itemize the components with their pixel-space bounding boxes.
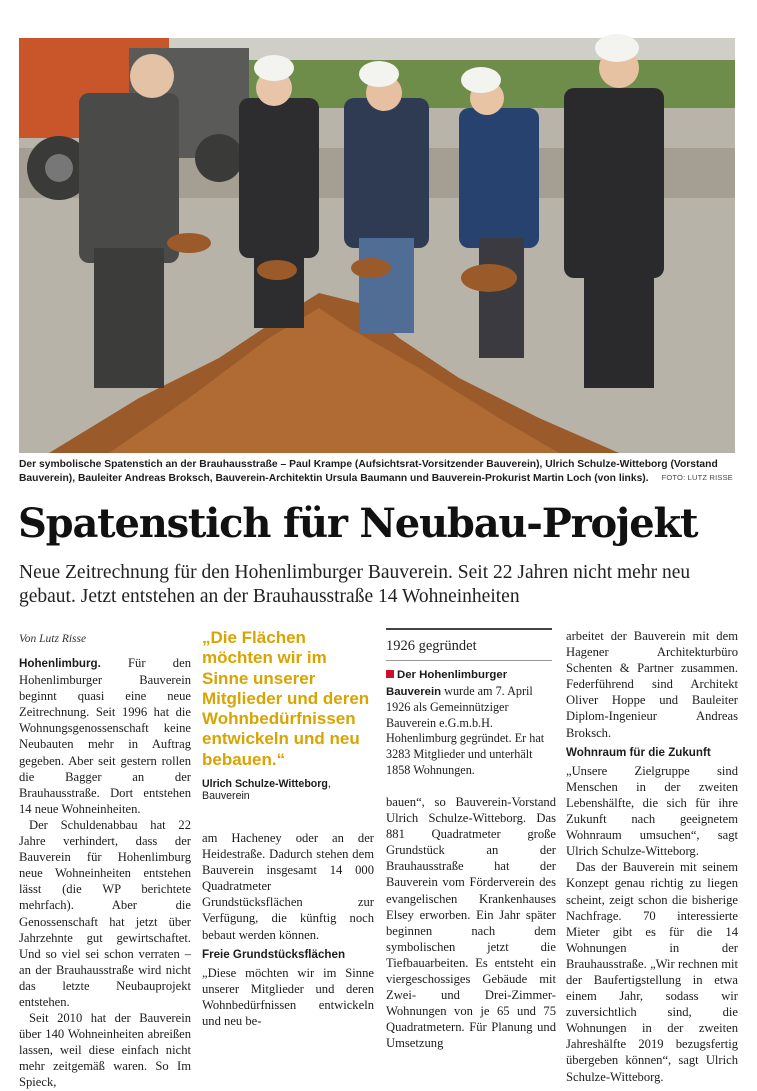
photo-caption [19, 458, 735, 486]
info-box-lead: Der Hohenlimburger Bauverein [386, 669, 508, 698]
article-column-3 [386, 794, 556, 1052]
subheadline: Neue Zeitrechnung für den Hohenlimburger Bauverein. Seit 22 Jahren nicht mehr neu gebaut. Jetzt entstehen an der Brauhausstraße 14 Wohneinheiten [19, 562, 691, 607]
pull-quote [202, 628, 374, 802]
subheading: Wohnraum für die Zukunft [566, 745, 711, 759]
dateline: Hohenlimburg. [19, 657, 101, 670]
info-box-title: 1926 gegründet [386, 638, 552, 661]
subheading: Freie Grundstücksflächen [202, 947, 346, 961]
byline: Von Lutz Risse [19, 633, 87, 645]
paragraph: bauen“, so Bauverein-Vorstand Ulrich Schulze-Witteborg. Das 881 Quadratmeter große Grundstück an der Brauhausstraße hat der Bauverein vom Förderverein des evangelischen Krankenhauses Elsey erworben. Ein Jahr später beginnen nach dem symbolischen jetzt die Tiefbauarbeiten. Es entsteht ein viergeschossiges Gebäude mit Zwei- und Drei-Zimmer-Wohnungen von je 65 und 75 Quadratmetern. Für Planung und Umsetzung [386, 795, 556, 1051]
article-column-4 [566, 628, 738, 1085]
paragraph: arbeitet der Bauverein mit dem Hagener Architekturbüro Schenten & Partner zusammen. Federführend sind Architekt Oliver Hoppe und Bauleiter Diplom-Ingenieur Andreas Broksch. [566, 629, 738, 740]
photo-credit: FOTO: LUTZ RISSE [661, 473, 733, 482]
paragraph: Der Schuldenabbau hat 22 Jahre verhindert, dass der Bauverein für Hohenlimburg neue Wohneinheiten entstehen lässt (die WP berichtete mehrfach). Aber die Genossenschaft hat jetzt über Jahrzehnte gut gewirtschaftet. Und so viel sei schon verraten – an der Brauhausstraße wird nicht das letzte Neubauprojekt entstehen. [19, 817, 191, 1009]
photo-spatenstich-icon [19, 38, 735, 453]
headline: Spatenstich für Neubau-Projekt [18, 500, 698, 547]
caption-text: Der symbolische Spatenstich an der Brauhausstraße – Paul Krampe (Aufsichtsrat-Vorsitzender Bauverein), Ulrich Schulze-Witteborg (Vorstand Bauverein), Bauleiter Andreas Broksch, Bauverein-Architektin Ursula Baumann und Bauverein-Prokurist Martin Loch (von links). [19, 459, 718, 484]
paragraph: „Unsere Zielgruppe sind Menschen in der zweiten Lebenshälfte, die sich für ihre Zukunft nach geeignetem Wohnraum umsuchen“, sagt Ulrich Schulze-Witteborg. [566, 763, 738, 859]
paragraph: am Hacheney oder an der Heidestraße. Dadurch stehen dem Bauverein insgesamt 14 000 Quadratmeter Grundstücksflächen zur Verfügung, die künftig noch bebaut werden können. [202, 831, 374, 942]
paragraph: Seit 2010 hat der Bauverein über 140 Wohneinheiten abreißen lassen, weil diese einfach nicht mehr zeitgemäß waren. So Im Spieck, [19, 1011, 191, 1090]
quote-author-role: , Bauverein [202, 778, 331, 803]
article-column-1 [19, 655, 191, 1091]
article-column-2 [202, 830, 374, 1029]
bullet-icon [386, 670, 394, 678]
quote-text: „Die Flächen möchten wir im Sinne unserer Mitglieder und deren Wohnbedürfnissen entwickeln und neu bebauen.“ [202, 628, 370, 769]
paragraph [19, 655, 191, 817]
paragraph: „Diese möchten wir im Sinne unserer Mitglieder und deren Wohnbedürfnissen entwickeln und neu be- [202, 965, 374, 1029]
info-box-text [386, 667, 552, 778]
paragraph-text: Für den Hohenlimburger Bauverein beginnt quasi eine neue Zeitrechnung. Seit 1996 hat die Wohnungsgenossenschaft keine Neubauten mehr in Auftrag gegeben. Aber seit gestern rollen die Bagger an der Brauhausstraße. Dort entstehen 14 neue Wohneinheiten. [19, 656, 191, 816]
quote-author [202, 778, 374, 802]
info-box [386, 628, 552, 778]
info-box-body: wurde am 7. April 1926 als Gemeinnütziger Bauverein e.G.m.b.H. Hohenlimburg gegründet. Er hat 3283 Mitglieder und unterhält 1858 Wohnungen. [386, 683, 545, 777]
quote-author-name: Ulrich Schulze-Witteborg [202, 778, 328, 791]
paragraph: Das der Bauverein mit seinem Konzept genau richtig zu liegen scheint, zeigt schon die bisherige Nachfrage. 70 interessierte Mieter gibt es für die 14 Wohnungen in der Brauhausstraße. „Wir rechnen mit der Baufertigstellung in etwa einem Jahr, sodass wir zuversichtlich sind, die Wohnungen in der zweiten Jahreshälfte 2019 bezugsfertig übergeben können“, sagt Ulrich Schulze-Witteborg. [566, 860, 738, 1084]
article-photo [19, 38, 735, 453]
